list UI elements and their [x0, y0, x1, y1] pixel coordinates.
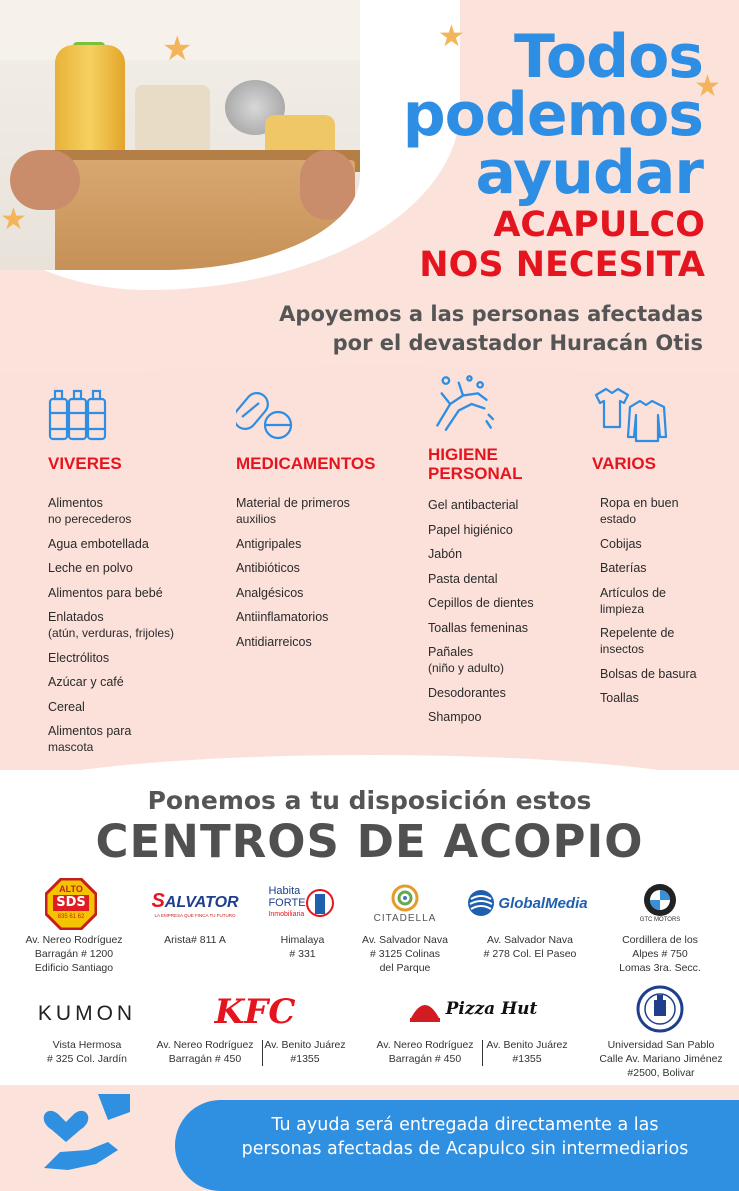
- list-item: Enlatados (atún, verduras, frijoles): [48, 610, 175, 640]
- list-item: Alimentos no perecederos: [48, 496, 132, 526]
- title-line: podemos: [402, 80, 703, 150]
- main-title: [402, 22, 703, 208]
- title-line: ayudar: [475, 138, 703, 208]
- gtc-bmw-logo: GTC MOTORS: [635, 880, 685, 926]
- address-globalmedia: Av. Salvador Nava # 278 Col. El Paseo: [483, 934, 577, 960]
- list-item: Toallas: [600, 691, 639, 705]
- address-kumon: Vista Hermosa # 325 Col. Jardín: [47, 1039, 127, 1065]
- subtitle-line: ACAPULCO: [493, 205, 705, 245]
- hand-washing-icon: [428, 372, 498, 434]
- list-item: Agua embotellada: [48, 536, 149, 551]
- list-item: Artículos de limpieza: [600, 585, 667, 616]
- globalmedia-logo: GlobalMedia: [465, 888, 590, 918]
- universidad-san-pablo-seal: [636, 985, 684, 1033]
- title-line: Todos: [513, 22, 703, 92]
- list-item: Material de primeros auxilios: [236, 496, 350, 526]
- address-universidad: Universidad San Pablo Calle Av. Mariano Jiménez #2500, Bolivar: [599, 1039, 723, 1079]
- address-kfc-2: Av. Benito Juárez #1355: [264, 1039, 346, 1065]
- star-icon: ★: [694, 70, 721, 103]
- list-item: Antigripales: [236, 536, 302, 551]
- list-item: Pasta dental: [428, 571, 498, 586]
- tagline-line: por el devastador Huracán Otis: [332, 331, 703, 355]
- address-citadella: Av. Salvador Nava # 3125 Colinas del Parque: [362, 934, 448, 974]
- category-viveres: [48, 385, 174, 764]
- list-item: Cobijas: [600, 536, 642, 551]
- category-title: HIGIENE PERSONAL: [428, 445, 523, 483]
- subtitle: [419, 205, 705, 285]
- water-bottles-icon: [48, 385, 108, 443]
- list-item: Antidiarreicos: [236, 634, 312, 649]
- category-list: [236, 495, 375, 650]
- category-list: [48, 495, 174, 755]
- salvator-logo: SALVATOR LA EMPRESA QUE FINCA TU FUTURO: [151, 890, 239, 918]
- address-pizza-1: Av. Nereo Rodríguez Barragán # 450: [376, 1039, 474, 1065]
- list-item: Repelente de insectos: [600, 626, 675, 656]
- address-gtc: Cordillera de los Alpes # 750 Lomas 3ra. Secc.: [619, 934, 701, 974]
- list-item: Azúcar y café: [48, 675, 124, 689]
- address-pizza-2: Av. Benito Juárez #1355: [486, 1039, 568, 1065]
- address-alto: Av. Nereo Rodríguez Barragán # 1200 Edificio Santiago: [25, 934, 123, 974]
- list-item: Alimentos para mascota: [48, 724, 132, 754]
- category-title: VIVERES: [48, 454, 122, 473]
- star-icon: ★: [0, 203, 27, 236]
- list-item: Desodorantes: [428, 685, 506, 700]
- pills-icon: [236, 385, 296, 443]
- footer-message: Tu ayuda será entregada directamente a las personas afectadas de Acapulco sin intermediarios: [241, 1115, 689, 1159]
- list-item: Jabón: [428, 547, 463, 561]
- list-item: Pañales (niño y adulto): [428, 645, 505, 675]
- citadella-logo: CITADELLA: [372, 880, 438, 926]
- list-item: Papel higiénico: [428, 522, 513, 537]
- list-item: Electrólitos: [48, 650, 110, 665]
- acopio-subtitle: Ponemos a tu disposición estos: [147, 786, 592, 815]
- category-medicamentos: [236, 385, 375, 658]
- oil-bottle: [55, 45, 125, 160]
- alto-sds-logo: ALTO SDS 835 61 62: [45, 878, 97, 930]
- subtitle-line: NOS NECESITA: [419, 245, 705, 285]
- category-title: VARIOS: [592, 454, 656, 473]
- tagline: [279, 300, 703, 358]
- list-item: Antiinflamatorios: [236, 610, 329, 624]
- address-kfc-1: Av. Nereo Rodríguez Barragán # 450: [156, 1039, 254, 1065]
- star-icon: ★: [438, 20, 465, 53]
- address-habita: Himalaya # 331: [280, 934, 325, 960]
- star-icon: ★: [162, 30, 193, 68]
- kumon-logo: KUMON: [37, 1002, 137, 1025]
- category-list: [428, 497, 534, 725]
- category-higiene: [428, 372, 534, 734]
- pizza-hut-logo: Pizza Hut: [400, 992, 545, 1026]
- list-item: Ropa en buen estado: [600, 496, 679, 526]
- egg-carton: [135, 85, 210, 155]
- category-list: [600, 495, 697, 706]
- clothes-icon: [592, 385, 672, 443]
- left-hand: [10, 150, 80, 210]
- kfc-logo: KFC: [214, 992, 296, 1032]
- list-item: Cereal: [48, 699, 85, 714]
- list-item: Gel antibacterial: [428, 498, 519, 512]
- list-item: Leche en polvo: [48, 561, 133, 575]
- list-item: Antibióticos: [236, 561, 300, 575]
- category-title: MEDICAMENTOS: [236, 454, 376, 473]
- tagline-line: Apoyemos a las personas afectadas: [279, 302, 703, 326]
- address-salvator: Arista# 811 A: [164, 934, 226, 946]
- category-varios: [592, 385, 697, 715]
- list-item: Alimentos para bebé: [48, 585, 163, 600]
- list-item: Cepillos de dientes: [428, 596, 534, 610]
- heart-in-hand-icon: [38, 1090, 138, 1180]
- list-item: Bolsas de basura: [600, 666, 697, 681]
- acopio-title: CENTROS DE ACOPIO: [95, 815, 644, 868]
- habita-forte-logo: Habita FORTE Inmobiliaria: [265, 882, 337, 924]
- list-item: Baterías: [600, 561, 647, 575]
- right-hand: [300, 150, 355, 220]
- list-item: Analgésicos: [236, 585, 304, 600]
- divider: [482, 1040, 483, 1066]
- list-item: Toallas femeninas: [428, 620, 529, 635]
- list-item: Shampoo: [428, 710, 482, 724]
